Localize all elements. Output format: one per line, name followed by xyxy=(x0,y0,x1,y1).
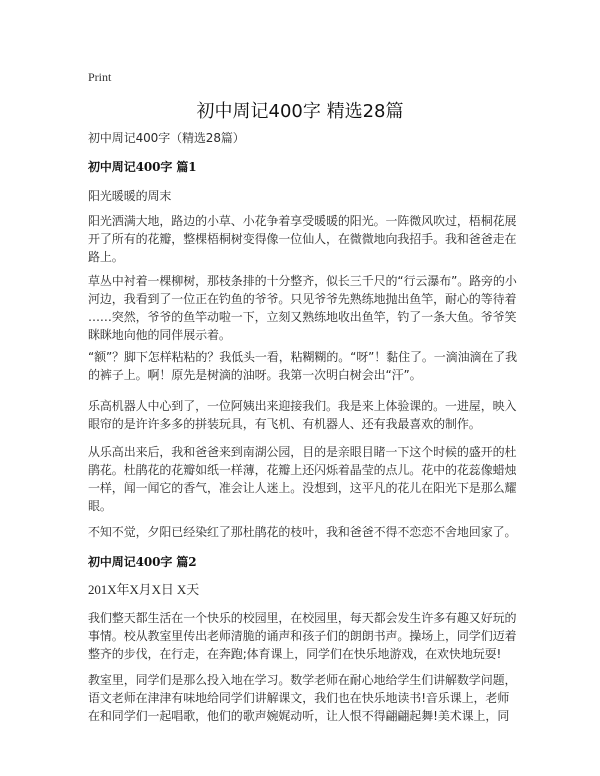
paragraph-line: 整齐的步伐，在行走，在奔跑;体育课上，同学们在快乐地游戏，在欢快地玩耍! xyxy=(88,647,502,661)
paragraph-line: 路上。 xyxy=(88,250,124,264)
paragraph-line: 乐高机器人中心到了，一位阿姨出来迎接我们。我是来上体验课的。一进屋，映入 xyxy=(88,399,517,413)
paragraph-line: 眼帘的是许许多多的拼装玩具，有飞机、有机器人、还有我最喜欢的制作。 xyxy=(88,417,481,431)
paragraph-line: 我们整天都生活在一个快乐的校园里，在校园里，每天都会发生许多有趣又好玩的 xyxy=(88,611,517,625)
paragraph-line: 河边，我看到了一位正在钓鱼的爷爷。只见爷爷先熟练地抛出鱼竿，耐心的等待着 xyxy=(88,292,517,306)
paragraph-line: 眯眯地向他的同伴展示着。 xyxy=(88,328,231,342)
paragraph xyxy=(88,609,516,663)
paragraph-line: 开了所有的花瓣，整棵梧桐树变得像一位仙人，在微微地向我招手。我和爸爸走在 xyxy=(88,232,517,246)
paragraph-line: 的裤子上。啊！原先是树滴的油呀。我第一次明白树会出“汗”。 xyxy=(88,368,422,382)
paragraph xyxy=(88,348,517,384)
paragraph-line: 从乐高出来后，我和爸爸来到南湖公园，目的是亲眼目睹一下这个时候的盛开的杜 xyxy=(88,445,517,459)
paragraph xyxy=(88,671,516,725)
paragraph-line: 在和同学们一起唱歌，他们的歌声婉娓动听，让人恨不得翩翩起舞!美术课上，同 xyxy=(88,709,510,723)
paragraph xyxy=(88,523,516,541)
paragraph-line: 教室里，同学们是那么投入地在学习。数学老师在耐心地给学生们讲解数学问题， xyxy=(88,673,517,687)
paragraph-line: ……突然，爷爷的鱼竿动啦一下，立刻又熟练地收出鱼竿，钓了一条大鱼。爷爷笑 xyxy=(88,310,517,324)
section-heading: 初中周记400字 篇1 xyxy=(88,160,197,174)
print-label: Print xyxy=(88,70,112,84)
paragraph-line: 语文老师在津津有味地给同学们讲解课文，我们也在快乐地读书!音乐课上，老师 xyxy=(88,691,510,705)
paragraph-line: 事情。校从教室里传出老师清脆的诵声和孩子们的朗朗书声。操场上，同学们迈着 xyxy=(88,629,517,643)
paragraph xyxy=(88,443,516,515)
section-heading: 初中周记400字 篇2 xyxy=(88,555,197,569)
page-title: 初中周记400字 精选28篇 xyxy=(196,101,404,122)
paragraph-line: 一样，闻一闻它的香气，准会让人迷上。没想到，这平凡的花儿在阳光下是那么耀 xyxy=(88,481,517,495)
section-subheading: 阳光暖暖的周末 xyxy=(88,189,172,203)
subtitle: 初中周记400字（精选28篇） xyxy=(88,131,245,145)
paragraph-line: “额”？脚下怎样粘粘的？我低头一看，粘糊糊的。“呀”！黏住了。一滴油滴在了我 xyxy=(88,350,518,364)
paragraph-line: 不知不觉，夕阳已经染红了那杜鹃花的枝叶，我和爸爸不得不恋恋不舍地回家了。 xyxy=(88,525,517,539)
paragraph-line: 眼。 xyxy=(88,499,112,513)
paragraph-line: 草丛中衬着一棵柳树，那枝条排的十分整齐，似长三千尺的“行云瀑布”。路旁的小 xyxy=(88,274,517,288)
paragraph xyxy=(88,397,516,433)
paragraph xyxy=(88,272,517,344)
paragraph-line: 阳光洒满大地，路边的小草、小花争着享受暖暖的阳光。一阵微风吹过，梧桐花展 xyxy=(88,214,517,228)
paragraph xyxy=(88,212,516,266)
paragraph-line: 鹃花。杜鹃花的花瓣如纸一样薄，花瓣上还闪烁着晶莹的点儿。花中的花蕊像蜡烛 xyxy=(88,463,517,477)
section-date: 201X年X月X日 X天 xyxy=(88,582,200,597)
